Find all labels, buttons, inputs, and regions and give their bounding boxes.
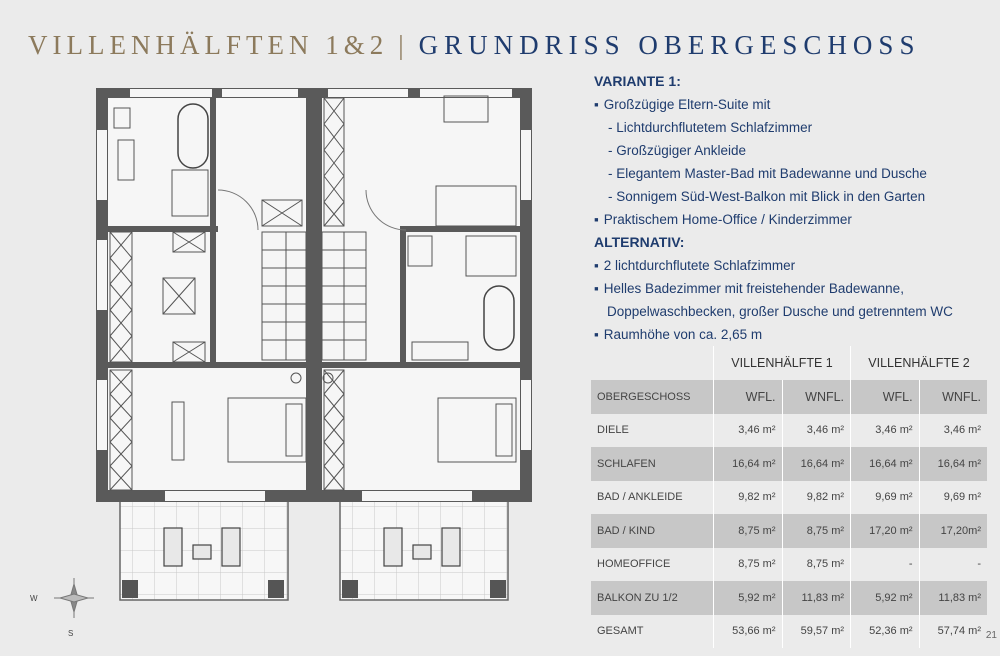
row-value: 8,75 m² xyxy=(782,514,851,548)
col-label-header: OBERGESCHOSS xyxy=(591,380,714,414)
feature-item: ALTERNATIV: xyxy=(594,234,685,250)
area-table-column-header xyxy=(591,380,987,414)
row-value: 52,36 m² xyxy=(851,615,920,649)
col-wfl-2: WFL. xyxy=(851,380,920,414)
row-value: 5,92 m² xyxy=(851,581,920,615)
row-value: 3,46 m² xyxy=(919,414,987,448)
compass-south-label: S xyxy=(68,629,74,638)
row-label: BAD / ANKLEIDE xyxy=(591,481,714,515)
row-value: 16,64 m² xyxy=(851,447,920,481)
row-value: 3,46 m² xyxy=(851,414,920,448)
table-row xyxy=(591,548,987,582)
feature-item: ▪ Praktischem Home-Office / Kinderzimmer xyxy=(594,208,994,231)
row-value: 3,46 m² xyxy=(714,414,783,448)
row-label: BALKON ZU 1/2 xyxy=(591,581,714,615)
row-label: SCHLAFEN xyxy=(591,447,714,481)
feature-item: VARIANTE 1: xyxy=(594,73,681,89)
table-row xyxy=(591,514,987,548)
row-value: 57,74 m² xyxy=(919,615,987,649)
row-label: BAD / KIND xyxy=(591,514,714,548)
house2-header: VILLENHÄLFTE 2 xyxy=(851,346,987,380)
row-value: 8,75 m² xyxy=(714,514,783,548)
row-value: 8,75 m² xyxy=(714,548,783,582)
row-label: GESAMT xyxy=(591,615,714,649)
title-part-2: GRUNDRISS OBERGESCHOSS xyxy=(418,30,921,60)
table-row xyxy=(591,481,987,515)
row-label: HOMEOFFICE xyxy=(591,548,714,582)
row-value: 16,64 m² xyxy=(919,447,987,481)
row-value: 16,64 m² xyxy=(714,447,783,481)
row-value: 9,69 m² xyxy=(919,481,987,515)
row-value: 11,83 m² xyxy=(919,581,987,615)
col-wfl-1: WFL. xyxy=(714,380,783,414)
floor-plan xyxy=(0,70,590,656)
compass-rose xyxy=(54,578,94,618)
feature-list xyxy=(594,70,994,346)
area-table xyxy=(591,346,987,648)
row-value: 3,46 m² xyxy=(782,414,851,448)
row-value: 9,69 m² xyxy=(851,481,920,515)
table-row xyxy=(591,414,987,448)
title-separator: | xyxy=(398,30,409,60)
row-value: 11,83 m² xyxy=(782,581,851,615)
feature-item: - Großzügiger Ankleide xyxy=(608,143,747,158)
row-value: 16,64 m² xyxy=(782,447,851,481)
table-row xyxy=(591,581,987,615)
page-title xyxy=(28,30,920,61)
area-table-house-header xyxy=(591,346,987,380)
row-value: 59,57 m² xyxy=(782,615,851,649)
table-row xyxy=(591,615,987,649)
row-value: - xyxy=(919,548,987,582)
row-value: 5,92 m² xyxy=(714,581,783,615)
feature-item: ▪ Raumhöhe von ca. 2,65 m xyxy=(594,323,994,346)
row-value: - xyxy=(851,548,920,582)
house1-header: VILLENHÄLFTE 1 xyxy=(714,346,851,380)
compass-west-label: W xyxy=(30,594,38,603)
row-value: 17,20 m² xyxy=(851,514,920,548)
row-label: DIELE xyxy=(591,414,714,448)
row-value: 9,82 m² xyxy=(782,481,851,515)
col-wnfl-2: WNFL. xyxy=(919,380,987,414)
col-wnfl-1: WNFL. xyxy=(782,380,851,414)
feature-item: ▪ Großzügige Eltern-Suite mit xyxy=(594,93,994,116)
row-value: 9,82 m² xyxy=(714,481,783,515)
feature-item: ▪ 2 lichtdurchflutete Schlafzimmer xyxy=(594,254,994,277)
feature-item: Doppelwaschbecken, großer Dusche und getrenntem WC xyxy=(607,304,953,319)
row-value: 8,75 m² xyxy=(782,548,851,582)
feature-item: - Lichtdurchflutetem Schlafzimmer xyxy=(608,120,813,135)
row-value: 53,66 m² xyxy=(714,615,783,649)
row-value: 17,20m² xyxy=(919,514,987,548)
table-row xyxy=(591,447,987,481)
feature-item: - Sonnigem Süd-West-Balkon mit Blick in den Garten xyxy=(608,189,926,204)
page-number: 21 xyxy=(985,630,997,641)
feature-item: ▪ Helles Badezimmer mit freistehender Badewanne, xyxy=(594,277,994,300)
title-part-1: VILLENHÄLFTEN 1&2 xyxy=(28,30,389,60)
feature-item: - Elegantem Master-Bad mit Badewanne und Dusche xyxy=(608,166,927,181)
